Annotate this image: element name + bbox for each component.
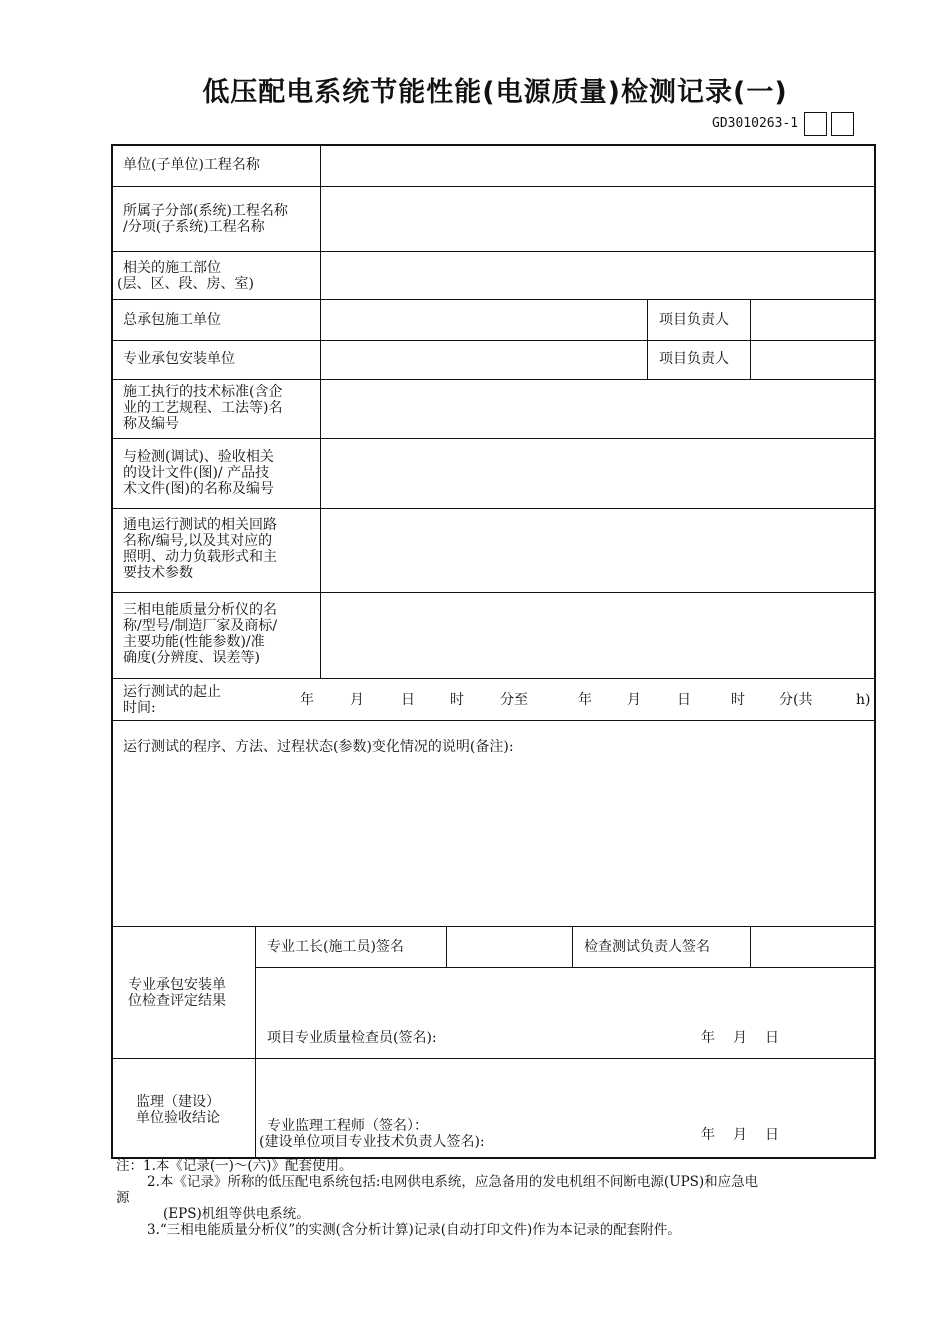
note-3: 3.“三相电能质量分析仪”的实测(含分析计算)记录(自动打印文件)作为本记录的配套附件。 bbox=[147, 1222, 681, 1238]
label-test-period-line1: 运行测试的起止 bbox=[123, 684, 221, 700]
field-design-docs[interactable] bbox=[322, 440, 874, 507]
label-analyzer-line4: 确度(分辨度、误差等) bbox=[123, 650, 260, 666]
time-unit-minute-end: 分(共 bbox=[779, 692, 813, 708]
column-divider bbox=[647, 299, 648, 379]
row-divider bbox=[112, 379, 876, 380]
field-circuits[interactable] bbox=[322, 510, 874, 591]
label-specialty-contractor: 专业承包安装单位 bbox=[123, 351, 235, 367]
label-circuits-line4: 要技术参数 bbox=[123, 565, 193, 581]
field-project-name[interactable] bbox=[322, 146, 874, 185]
column-divider bbox=[255, 926, 256, 1158]
row-divider bbox=[112, 592, 876, 593]
label-analyzer-line1: 三相电能质量分析仪的名 bbox=[123, 602, 277, 618]
time-unit-day-end: 日 bbox=[677, 692, 691, 708]
label-standards-line3: 称及编号 bbox=[123, 416, 179, 432]
field-analyzer[interactable] bbox=[322, 594, 874, 677]
time-unit-year-end: 年 bbox=[578, 692, 592, 708]
label-location-line2: (层、区、段、房、室) bbox=[117, 276, 254, 292]
time-unit-year-start: 年 bbox=[300, 692, 314, 708]
label-circuits-line1: 通电运行测试的相关回路 bbox=[123, 517, 277, 533]
label-owner-signature: (建设单位项目专业技术负责人签名): bbox=[259, 1134, 485, 1150]
label-circuits-line3: 照明、动力负载形式和主 bbox=[123, 549, 277, 565]
label-project-manager-1: 项目负责人 bbox=[659, 312, 729, 328]
note-2: 2.本《记录》所称的低压配电系统包括:电网供电系统，应急备用的发电机组不间断电源(UPS)和应急电 bbox=[147, 1174, 759, 1190]
field-procedure-note[interactable] bbox=[114, 760, 874, 924]
field-project-manager-2[interactable] bbox=[752, 342, 874, 378]
note-2-cont-2: (EPS)机组等供电系统。 bbox=[163, 1206, 310, 1222]
time-unit-hour-start: 时 bbox=[450, 692, 464, 708]
form-code-box-1[interactable] bbox=[804, 112, 827, 136]
note-1: 注：1.本《记录(一)～(六)》配套使用。 bbox=[116, 1158, 353, 1174]
label-acceptance-line1: 监理（建设） bbox=[136, 1094, 220, 1110]
label-sub-project-line1: 所属子分部(系统)工程名称 bbox=[123, 203, 288, 219]
field-general-contractor[interactable] bbox=[322, 301, 646, 339]
row-divider bbox=[112, 1058, 876, 1059]
field-foreman-signature[interactable] bbox=[448, 928, 571, 966]
page-title: 低压配电系统节能性能(电源质量)检测记录(一) bbox=[202, 77, 788, 108]
time-unit-hour-end: 时 bbox=[731, 692, 745, 708]
row-divider bbox=[112, 926, 876, 927]
row-divider bbox=[112, 340, 876, 341]
field-sub-project[interactable] bbox=[322, 188, 874, 250]
label-standards-line1: 施工执行的技术标准(含企 bbox=[123, 384, 283, 400]
note-2-cont: 源 bbox=[116, 1190, 130, 1206]
inspection-month: 月 bbox=[733, 1030, 747, 1046]
field-specialty-contractor[interactable] bbox=[322, 342, 646, 378]
time-unit-day-start: 日 bbox=[401, 692, 415, 708]
label-qc-signature: 项目专业质量检查员(签名): bbox=[267, 1030, 437, 1046]
label-design-docs-line2: 的设计文件(图)/ 产品技 bbox=[123, 465, 270, 481]
label-inspection-line2: 位检查评定结果 bbox=[128, 993, 226, 1009]
label-acceptance-line2: 单位验收结论 bbox=[136, 1110, 220, 1126]
row-divider bbox=[112, 299, 876, 300]
row-divider bbox=[112, 438, 876, 439]
label-supervisor-signature: 专业监理工程师（签名）： bbox=[267, 1118, 428, 1134]
time-unit-minute-start: 分至 bbox=[500, 692, 528, 708]
field-location[interactable] bbox=[322, 253, 874, 298]
inspection-day: 日 bbox=[765, 1030, 779, 1046]
label-analyzer-line2: 称/型号/制造厂家及商标/ bbox=[123, 618, 278, 634]
label-design-docs-line3: 术文件(图)的名称及编号 bbox=[123, 481, 274, 497]
label-project-manager-2: 项目负责人 bbox=[659, 351, 729, 367]
form-code-box-2[interactable] bbox=[831, 112, 854, 136]
time-unit-month-start: 月 bbox=[350, 692, 364, 708]
time-unit-hours-total: h) bbox=[856, 692, 871, 708]
label-sub-project-line2: /分项(子系统)工程名称 bbox=[123, 219, 265, 235]
form-code: GD3010263-1 bbox=[712, 116, 799, 131]
acceptance-day: 日 bbox=[765, 1127, 779, 1143]
field-project-manager-1[interactable] bbox=[752, 301, 874, 339]
label-general-contractor: 总承包施工单位 bbox=[123, 312, 221, 328]
column-divider bbox=[750, 299, 751, 379]
label-tester-signature: 检查测试负责人签名 bbox=[584, 939, 710, 955]
column-divider bbox=[320, 145, 321, 678]
label-analyzer-line3: 主要功能(性能参数)/准 bbox=[123, 634, 265, 650]
inspection-year: 年 bbox=[701, 1030, 715, 1046]
acceptance-month: 月 bbox=[733, 1127, 747, 1143]
row-divider bbox=[112, 508, 876, 509]
label-circuits-line2: 名称/编号,以及其对应的 bbox=[123, 533, 273, 549]
label-location-line1: 相关的施工部位 bbox=[123, 260, 221, 276]
row-divider bbox=[255, 967, 876, 968]
label-foreman-signature: 专业工长(施工员)签名 bbox=[267, 939, 404, 955]
field-tester-signature[interactable] bbox=[752, 928, 874, 966]
label-design-docs-line1: 与检测(调试)、验收相关 bbox=[123, 449, 274, 465]
column-divider bbox=[446, 926, 447, 967]
label-inspection-line1: 专业承包安装单 bbox=[128, 977, 226, 993]
field-standards[interactable] bbox=[322, 381, 874, 437]
time-unit-month-end: 月 bbox=[627, 692, 641, 708]
column-divider bbox=[750, 926, 751, 967]
row-divider bbox=[112, 720, 876, 721]
row-divider bbox=[112, 186, 876, 187]
label-procedure-note: 运行测试的程序、方法、过程状态(参数)变化情况的说明(备注): bbox=[123, 739, 514, 755]
acceptance-year: 年 bbox=[701, 1127, 715, 1143]
label-project-name: 单位(子单位)工程名称 bbox=[123, 157, 260, 173]
column-divider bbox=[572, 926, 573, 967]
label-test-period-line2: 时间: bbox=[123, 700, 156, 716]
row-divider bbox=[112, 678, 876, 679]
label-standards-line2: 业的工艺规程、工法等)名 bbox=[123, 400, 283, 416]
row-divider bbox=[112, 251, 876, 252]
